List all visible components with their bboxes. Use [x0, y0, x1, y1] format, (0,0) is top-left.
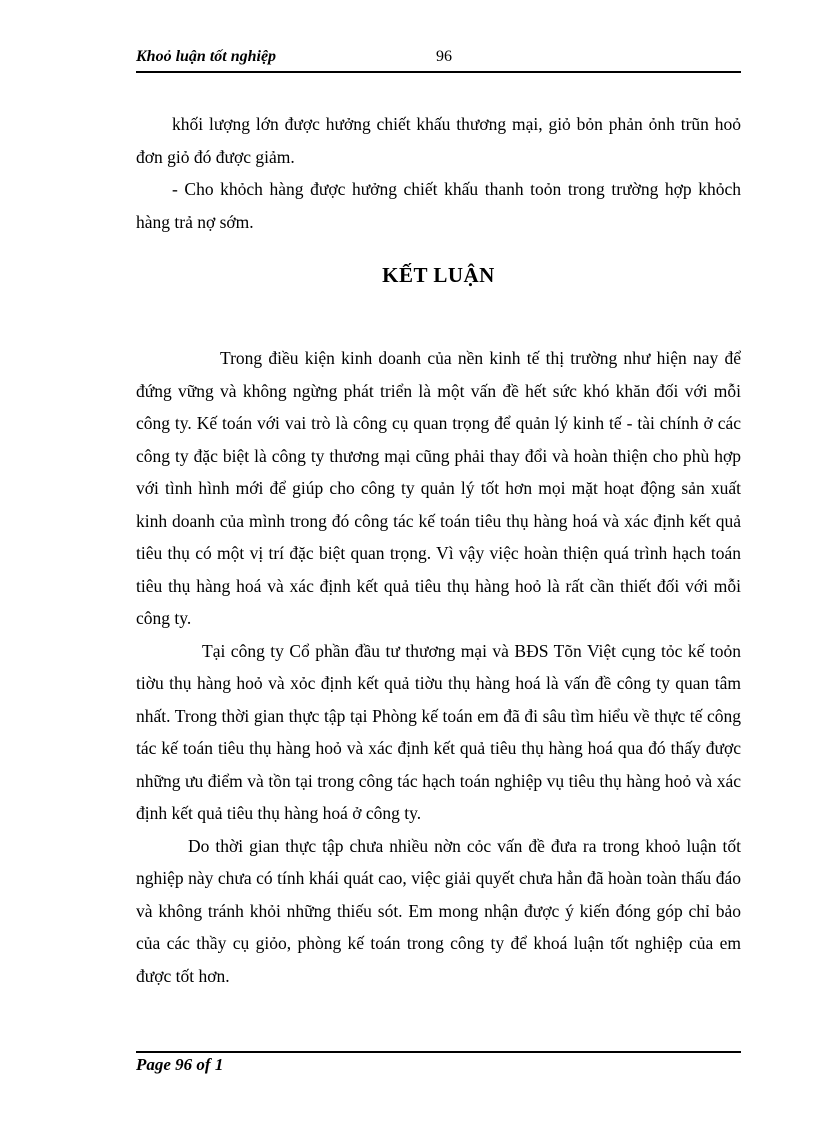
header-divider — [136, 71, 741, 73]
paragraph-conclusion-3: Do thời gian thực tập chưa nhiều nờn cỏc vấn đề đưa ra trong khoỏ luận tốt nghiệp này chưa có tính khái quát cao, việc giải quyết chưa hẳn đã hoàn toàn thấu đáo và không tránh khỏi những thiếu sót. Em mong nhận được ý kiến đóng góp chỉ bảo của các thầy cụ giỏo, phòng kế toán trong công ty để khoá luận tốt nghiệp của em được tốt hơn. — [136, 835, 741, 986]
paragraph-conclusion-1: Trong điều kiện kinh doanh của nền kinh tế thị trường như hiện nay để đứng vững và không ngừng phát triển là một vấn đề hết sức khó khăn đối với mỗi công ty. Kế toán với vai trò là công cụ quan trọng để quản lý kinh tế - tài chính ở các công ty đặc biệt là công ty thương mại cũng phải thay đổi và hoàn thiện cho phù hợp với tình hình mới để giúp cho công ty quản lý tốt hơn mọi mặt hoạt động sản xuất kinh doanh của mình trong đó công tác kế toán tiêu thụ hàng hoá và xác định kết quả tiêu thụ có một vị trí đặc biệt quan trọng. Vì vậy việc hoàn thiện quá trình hạch toán tiêu thụ hàng hoá và xác định kết quả tiêu thụ hàng hoỏ là rất cần thiết đối với mỗi công ty. — [136, 348, 741, 628]
section-heading: KẾT LUẬN — [382, 263, 495, 287]
page-footer: Page 96 of 1 — [136, 1055, 224, 1074]
document-body — [136, 108, 741, 992]
paragraph-conclusion-2: Tại công ty Cổ phần đầu tư thương mại và BĐS Tõn Việt cụng tỏc kế toỏn tiờu thụ hàng hoỏ và xỏc định kết quả tiờu thụ hàng hoá là vấn đề công ty quan tâm nhất. Trong thời gian thực tập tại Phòng kế toán em đã đi sâu tìm hiểu về thực tế công tác kế toán tiêu thụ hàng hoỏ và xác định kết quả tiêu thụ hàng hoá qua đó thấy được những ưu điểm và tồn tại trong công tác hạch toán nghiệp vụ tiêu thụ hàng hoỏ và xác định kết quả tiêu thụ hàng hoá ở công ty. — [136, 640, 741, 823]
header-page-number: 96 — [436, 48, 452, 65]
page-header — [136, 48, 741, 70]
footer-divider — [136, 1051, 741, 1053]
paragraph-top-1: khối lượng lớn được hưởng chiết khấu thương mại, giỏ bỏn phản ỏnh trũn hoỏ đơn giỏ đó được giảm. — [136, 114, 741, 167]
header-title: Khoỏ luận tốt nghiệp — [136, 48, 277, 65]
paragraph-top-2: - Cho khỏch hàng được hưởng chiết khấu thanh toỏn trong trường hợp khỏch hàng trả nợ sớm. — [136, 179, 741, 232]
